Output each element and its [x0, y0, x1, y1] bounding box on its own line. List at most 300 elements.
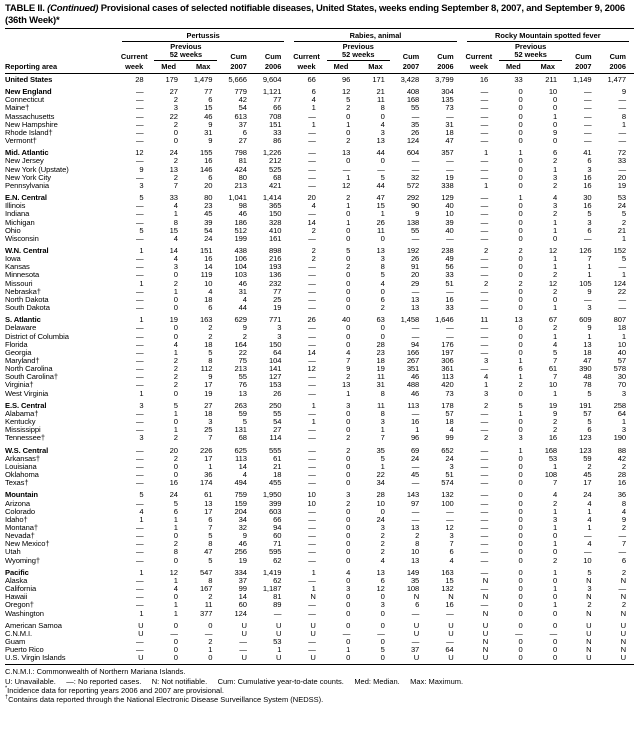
value-cell: 4 — [587, 539, 592, 549]
reporting-area-label: New Jersey — [5, 156, 44, 166]
value-cell: 31 — [376, 380, 385, 390]
value-cell: 1 — [518, 408, 523, 418]
value-cell: 7 — [208, 433, 213, 443]
value-cell: 0 — [173, 417, 178, 427]
value-cell: — — [308, 209, 316, 219]
value-cell: 24 — [583, 490, 592, 500]
value-cell: 5 — [208, 555, 213, 565]
value-cell: 1 — [277, 645, 282, 655]
value-cell: 525 — [268, 164, 282, 174]
table-row — [5, 390, 634, 398]
value-cell: 4 — [346, 347, 351, 357]
value-cell: 124 — [613, 278, 626, 288]
table-row — [5, 288, 634, 296]
value-cell: 2 — [311, 225, 316, 235]
value-cell: — — [411, 408, 420, 418]
value-cell: 47 — [445, 136, 454, 146]
value-cell: 31 — [238, 286, 247, 296]
value-cell: 2 — [242, 331, 247, 341]
value-cell: 108 — [544, 470, 558, 480]
value-cell: 171 — [372, 75, 385, 84]
value-cell: 16 — [445, 600, 454, 610]
value-cell: — — [308, 555, 316, 565]
value-cell: — — [308, 180, 316, 190]
value-cell: 16 — [204, 156, 213, 166]
value-cell: 604 — [406, 148, 420, 158]
value-cell: — — [618, 531, 626, 541]
value-cell: 8 — [380, 388, 385, 398]
table-row — [5, 304, 634, 312]
value-cell: 35 — [376, 445, 385, 455]
value-cell: — — [480, 539, 489, 549]
table-row — [5, 500, 634, 508]
value-cell: 39 — [445, 217, 454, 227]
value-cell: 5 — [242, 417, 247, 427]
value-cell: 1,187 — [262, 584, 282, 594]
value-cell: — — [135, 103, 144, 113]
value-cell: 424 — [234, 164, 247, 174]
value-cell: 12 — [548, 278, 558, 288]
value-cell: 5 — [518, 400, 523, 410]
value-cell: 0 — [518, 506, 523, 516]
value-cell: 55 — [273, 408, 282, 418]
value-cell: — — [480, 156, 489, 166]
value-cell: 7 — [552, 478, 558, 488]
value-cell: — — [549, 628, 558, 638]
value-cell: — — [135, 645, 144, 655]
value-cell: 0 — [518, 119, 523, 129]
value-cell: 19 — [445, 172, 454, 182]
value-cell: 4 — [449, 555, 454, 565]
value-cell: 6 — [173, 506, 178, 516]
value-cell: 10 — [583, 555, 592, 565]
value-cell: 1 — [346, 119, 351, 129]
value-cell: 10 — [376, 498, 385, 508]
value-cell: — — [377, 628, 385, 638]
value-cell: 18 — [583, 347, 592, 357]
value-cell: — — [308, 372, 316, 382]
value-cell: 98 — [238, 201, 247, 211]
value-cell: — — [411, 514, 420, 524]
value-cell: 16 — [583, 172, 592, 182]
value-cell: — — [308, 172, 316, 182]
value-cell: — — [308, 339, 316, 349]
value-cell: — — [308, 331, 316, 341]
reporting-area-label: Virginia† — [5, 380, 34, 390]
value-cell: 1,121 — [262, 87, 282, 97]
value-cell: — — [480, 531, 489, 541]
value-cell: 59 — [583, 453, 592, 463]
value-cell: 0 — [346, 539, 351, 549]
value-cell: 61 — [273, 453, 282, 463]
value-cell: 5 — [380, 172, 385, 182]
value-cell: 6 — [449, 547, 454, 557]
value-cell: 28 — [376, 490, 385, 500]
value-cell: 9 — [242, 531, 247, 541]
value-cell: 1,458 — [400, 315, 420, 325]
value-cell: 2 — [346, 103, 351, 113]
value-cell: — — [618, 103, 626, 113]
value-cell: 1 — [346, 645, 351, 655]
value-cell: — — [308, 478, 316, 488]
value-cell: 193 — [268, 262, 282, 272]
value-cell: 572 — [406, 180, 420, 190]
value-cell: 14 — [307, 347, 316, 357]
value-cell: 0 — [518, 461, 523, 471]
value-cell: 3 — [552, 201, 558, 211]
value-cell: 24 — [410, 453, 420, 463]
value-cell: 45 — [410, 470, 420, 480]
value-cell: 89 — [273, 600, 282, 610]
value-cell: 0 — [518, 653, 523, 663]
value-cell: 13 — [583, 339, 592, 349]
value-cell: 2 — [552, 323, 558, 333]
value-cell: — — [480, 233, 489, 243]
footnote-asterisk: *Incidence data for reporting years 2006 and 2007 are provisional. — [5, 685, 224, 695]
value-cell: 12 — [445, 522, 454, 532]
value-cell: 494 — [234, 478, 247, 488]
value-cell: 3 — [139, 400, 144, 410]
value-cell: 0 — [346, 531, 351, 541]
value-cell: — — [308, 270, 316, 280]
value-cell: 151 — [200, 245, 213, 255]
value-cell: 216 — [268, 254, 282, 264]
value-cell: 28 — [376, 339, 385, 349]
value-cell: 0 — [346, 575, 351, 585]
value-cell: 399 — [268, 498, 282, 508]
value-cell: 4 — [552, 193, 558, 203]
reporting-area-label: Nevada† — [5, 531, 35, 541]
value-cell: 1 — [173, 600, 178, 610]
value-cell: 37 — [410, 645, 420, 655]
value-cell: — — [480, 470, 489, 480]
value-cell: — — [135, 294, 144, 304]
value-cell: 0 — [346, 425, 351, 435]
value-cell: 0 — [380, 323, 385, 333]
table-title-continued: (Continued) — [47, 3, 99, 14]
value-cell: 1 — [139, 567, 144, 577]
value-cell: 136 — [268, 270, 282, 280]
value-cell: 166 — [406, 347, 420, 357]
value-cell: — — [446, 164, 454, 174]
value-cell: — — [480, 461, 489, 471]
value-cell: — — [584, 87, 592, 97]
value-cell: 14 — [238, 461, 247, 471]
value-cell: 17 — [204, 506, 213, 516]
value-cell: 46 — [410, 372, 420, 382]
value-cell: U — [448, 628, 454, 638]
value-cell: — — [308, 547, 316, 557]
value-cell: 17 — [204, 453, 213, 463]
value-cell: — — [135, 95, 144, 105]
value-cell: 108 — [406, 584, 420, 594]
value-cell: 6 — [208, 303, 213, 313]
value-cell: U — [241, 620, 247, 630]
value-cell: 334 — [234, 567, 247, 577]
value-cell: 141 — [268, 364, 282, 374]
value-cell: — — [618, 262, 626, 272]
value-cell: 5 — [621, 254, 626, 264]
value-cell: 1,646 — [435, 315, 454, 325]
value-cell: — — [135, 172, 144, 182]
value-cell: 55 — [410, 103, 420, 113]
value-cell: 63 — [376, 315, 385, 325]
value-cell: — — [480, 136, 489, 146]
value-cell: 0 — [518, 262, 523, 272]
value-cell: 1 — [518, 372, 523, 382]
value-cell: N — [482, 645, 489, 655]
value-cell: — — [135, 453, 144, 463]
value-cell: 0 — [518, 87, 523, 97]
value-cell: 0 — [380, 608, 385, 618]
value-cell: 807 — [613, 315, 626, 325]
value-cell: 25 — [204, 425, 213, 435]
value-cell: — — [515, 628, 523, 638]
value-cell: 4 — [311, 201, 316, 211]
reporting-area-label: Minnesota — [5, 270, 40, 280]
value-cell: 0 — [518, 567, 523, 577]
value-cell: — — [135, 461, 144, 471]
table-row — [5, 479, 634, 487]
value-cell: 68 — [238, 433, 247, 443]
value-cell: 55 — [410, 225, 420, 235]
value-cell: 2 — [208, 592, 213, 602]
value-cell: 26 — [410, 254, 420, 264]
value-cell: 46 — [238, 209, 247, 219]
value-cell: 23 — [204, 201, 213, 211]
value-cell: — — [584, 127, 592, 137]
value-cell: 2 — [552, 286, 558, 296]
value-cell: 2 — [173, 364, 178, 374]
value-cell: 7 — [173, 180, 178, 190]
value-cell: 0 — [518, 286, 523, 296]
value-cell: 22 — [617, 286, 626, 296]
reporting-area-label: Mountain — [5, 490, 38, 500]
value-cell: 1 — [173, 522, 178, 532]
table-row — [5, 418, 634, 426]
value-cell: 34 — [376, 478, 385, 488]
value-cell: 232 — [268, 278, 282, 288]
asterisk-marker: * — [5, 685, 8, 692]
value-cell: 14 — [204, 262, 213, 272]
table-row — [5, 271, 634, 279]
value-cell: 1 — [552, 254, 558, 264]
column-group-rabies-animal: Rabies, animal — [294, 31, 456, 42]
table-row — [5, 202, 634, 210]
table-row — [5, 194, 634, 202]
value-cell: — — [135, 575, 144, 585]
value-cell: 9 — [621, 514, 626, 524]
value-cell: 0 — [346, 653, 351, 663]
value-cell: 178 — [441, 400, 454, 410]
value-cell: 96 — [342, 75, 351, 84]
value-cell: 97 — [410, 498, 420, 508]
value-cell: — — [584, 233, 592, 243]
value-cell: 0 — [346, 331, 351, 341]
reporting-area-label: Idaho† — [5, 514, 28, 524]
value-cell: 18 — [204, 339, 213, 349]
reporting-area-label: South Carolina† — [5, 372, 58, 382]
value-cell: — — [308, 461, 316, 471]
footnotes — [5, 667, 634, 704]
value-cell: 3 — [621, 388, 626, 398]
value-cell: 27 — [238, 136, 247, 146]
value-cell: 32 — [238, 522, 247, 532]
value-cell: — — [618, 294, 626, 304]
value-cell: 1 — [587, 506, 592, 516]
value-cell: 2 — [173, 453, 178, 463]
value-cell: 10 — [410, 547, 420, 557]
value-cell: 2 — [552, 555, 558, 565]
value-cell: 613 — [234, 111, 247, 121]
value-cell: 2 — [208, 331, 213, 341]
value-cell: — — [446, 233, 454, 243]
value-cell: 2 — [208, 637, 213, 646]
value-cell: 5 — [139, 490, 144, 500]
value-cell: — — [584, 294, 592, 304]
value-cell: — — [480, 254, 489, 264]
value-cell: 1 — [552, 111, 558, 121]
value-cell: 29 — [410, 278, 420, 288]
value-cell: 5 — [139, 193, 144, 203]
value-cell: 1 — [587, 262, 592, 272]
value-cell: N — [586, 637, 592, 646]
value-cell: 3 — [449, 461, 454, 471]
value-cell: 33 — [514, 75, 523, 84]
value-cell: 1 — [208, 645, 213, 655]
value-cell: 168 — [544, 445, 558, 455]
value-cell: 0 — [173, 388, 178, 398]
reporting-area-label: North Carolina — [5, 364, 53, 374]
value-cell: — — [480, 408, 489, 418]
value-cell: 13 — [342, 148, 351, 158]
table-row — [5, 508, 634, 516]
value-cell: 57 — [583, 408, 592, 418]
value-cell: 53 — [548, 453, 558, 463]
value-cell: 357 — [441, 148, 454, 158]
value-cell: 351 — [406, 364, 420, 374]
value-cell: 0 — [518, 156, 523, 166]
value-cell: 40 — [617, 347, 626, 357]
value-cell: 13 — [410, 294, 420, 304]
value-cell: 0 — [173, 653, 178, 663]
previous-label: Previous — [170, 42, 202, 51]
value-cell: 1 — [139, 278, 144, 288]
value-cell: 18 — [204, 294, 213, 304]
value-cell: 36 — [617, 490, 626, 500]
value-cell: 0 — [346, 522, 351, 532]
value-cell: — — [480, 303, 489, 313]
value-cell: — — [308, 388, 316, 398]
value-cell: 2 — [173, 433, 178, 443]
value-cell: — — [480, 119, 489, 129]
value-cell: 1 — [552, 584, 558, 594]
value-cell: 9 — [621, 87, 626, 97]
value-cell: 0 — [518, 136, 523, 146]
value-cell: 77 — [273, 95, 282, 105]
table-row — [5, 585, 634, 593]
value-cell: 12 — [376, 584, 385, 594]
value-cell: 5 — [587, 388, 592, 398]
value-cell: 6 — [242, 127, 247, 137]
value-cell: 0 — [380, 331, 385, 341]
reporting-area-label: E.S. Central — [5, 400, 47, 410]
value-cell: — — [446, 637, 454, 646]
value-cell: 26 — [376, 217, 385, 227]
value-cell: 512 — [234, 225, 247, 235]
value-cell: 0 — [208, 653, 213, 663]
value-cell: 3 — [173, 262, 178, 272]
value-cell: 595 — [268, 547, 282, 557]
value-cell: 3 — [552, 172, 558, 182]
reporting-area-label: United States — [5, 75, 53, 84]
value-cell: 8 — [208, 539, 213, 549]
value-cell: — — [308, 445, 316, 455]
value-cell: 0 — [173, 620, 178, 630]
value-cell: 0 — [518, 522, 523, 532]
value-cell: 2 — [552, 156, 558, 166]
value-cell: 2 — [587, 600, 592, 610]
reporting-area-label: Oklahoma — [5, 470, 39, 480]
value-cell: 0 — [518, 201, 523, 211]
value-cell: 68 — [273, 172, 282, 182]
value-cell: 123 — [579, 445, 592, 455]
value-cell: U — [620, 653, 626, 663]
value-cell: 0 — [552, 233, 558, 243]
reporting-area-label: Vermont† — [5, 136, 37, 146]
value-cell: 2 — [380, 539, 385, 549]
value-cell: 16 — [548, 433, 558, 443]
value-cell: 2 — [173, 278, 178, 288]
value-cell: 0 — [346, 637, 351, 646]
value-cell: 1 — [311, 567, 316, 577]
value-cell: 2 — [380, 547, 385, 557]
table-row — [5, 402, 634, 410]
value-cell: 17 — [204, 380, 213, 390]
value-cell: 10 — [307, 490, 316, 500]
value-cell: 4 — [173, 233, 178, 243]
value-cell: 19 — [238, 555, 247, 565]
reporting-area-label: Florida — [5, 339, 28, 349]
reporting-area-label: Maine† — [5, 103, 30, 113]
value-cell: U — [586, 628, 592, 638]
value-cell: 2 — [173, 172, 178, 182]
value-cell: 2 — [380, 303, 385, 313]
value-cell: — — [308, 408, 316, 418]
value-cell: 13 — [169, 164, 178, 174]
value-cell: 2 — [552, 417, 558, 427]
value-cell: U — [138, 653, 144, 663]
value-cell: 113 — [235, 453, 247, 463]
value-cell: 8 — [173, 217, 178, 227]
value-cell: 408 — [406, 87, 420, 97]
value-cell: 127 — [268, 372, 282, 382]
reporting-area-label: New York City — [5, 172, 51, 182]
value-cell: 779 — [234, 87, 247, 97]
value-cell: — — [135, 217, 144, 227]
value-cell: 0 — [380, 653, 385, 663]
value-cell: 64 — [445, 645, 454, 655]
value-cell: — — [135, 156, 144, 166]
value-cell: 0 — [173, 637, 178, 646]
value-cell: — — [135, 286, 144, 296]
value-cell: 1 — [311, 119, 316, 129]
value-cell: — — [584, 103, 592, 113]
value-cell: — — [308, 294, 316, 304]
value-cell: 555 — [268, 445, 282, 455]
value-cell: 15 — [376, 201, 385, 211]
value-cell: 16 — [169, 478, 178, 488]
